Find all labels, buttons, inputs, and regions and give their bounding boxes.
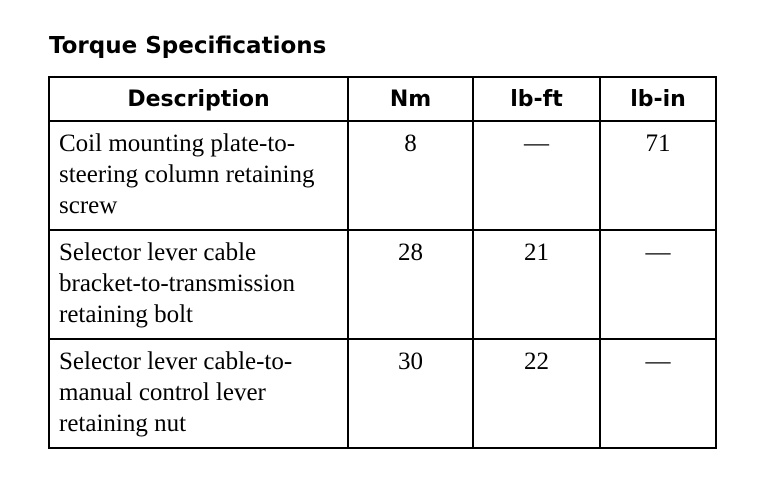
row-lb-in-value: — xyxy=(600,230,716,339)
column-header-lb-ft: lb-ft xyxy=(473,77,600,121)
column-header-nm: Nm xyxy=(348,77,473,121)
row-nm-value: 8 xyxy=(348,121,473,230)
table-header-row xyxy=(49,77,716,121)
table-row xyxy=(49,121,716,230)
row-lb-ft-value: — xyxy=(473,121,600,230)
page-title: Torque Specifications xyxy=(49,33,327,59)
row-description: Coil mounting plate-to-steering column retaining screw xyxy=(49,121,348,230)
row-nm-value: 28 xyxy=(348,230,473,339)
row-nm-value: 30 xyxy=(348,339,473,448)
column-header-description: Description xyxy=(49,77,348,121)
row-description: Selector lever cable bracket-to-transmission retaining bolt xyxy=(49,230,348,339)
torque-specifications-table xyxy=(48,76,717,449)
column-header-lb-in: lb-in xyxy=(600,77,716,121)
row-description: Selector lever cable-to-manual control lever retaining nut xyxy=(49,339,348,448)
row-lb-ft-value: 22 xyxy=(473,339,600,448)
row-lb-in-value: 71 xyxy=(600,121,716,230)
row-lb-in-value: — xyxy=(600,339,716,448)
row-lb-ft-value: 21 xyxy=(473,230,600,339)
table-row xyxy=(49,230,716,339)
table-row xyxy=(49,339,716,448)
